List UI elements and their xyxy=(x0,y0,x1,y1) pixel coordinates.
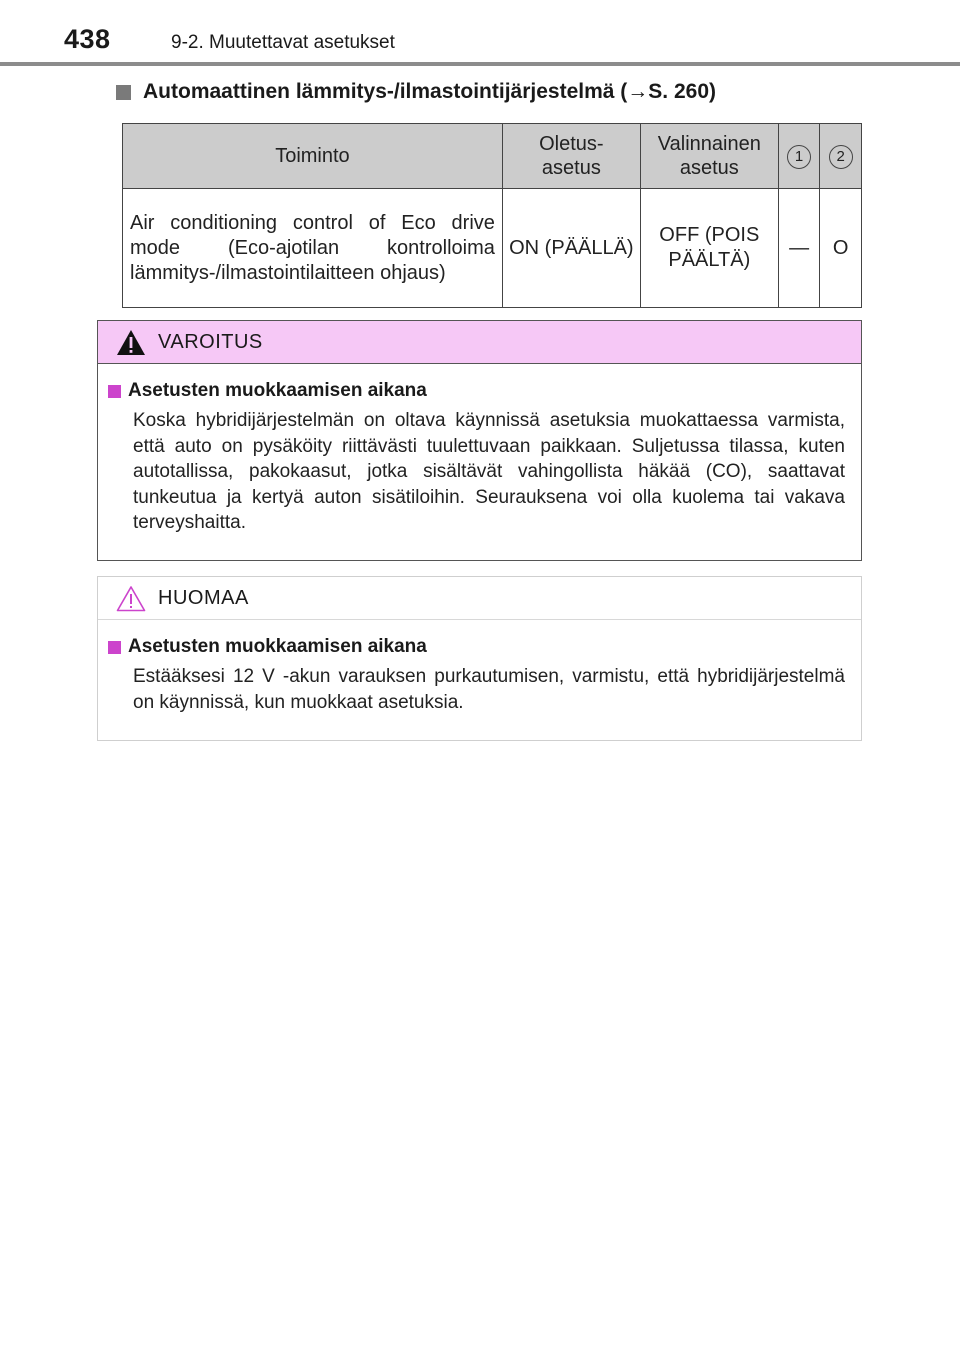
warning-header xyxy=(98,321,861,364)
notice-box xyxy=(97,576,862,741)
page-number: 438 xyxy=(64,24,111,54)
circled-1-icon: 1 xyxy=(787,145,811,169)
table-header-row xyxy=(123,124,862,189)
item-bullet-icon xyxy=(108,641,121,654)
notice-header xyxy=(98,577,861,620)
table-row xyxy=(123,189,862,308)
section-title: Automaattinen lämmitys-/ilmastointijärjestelmä (→S. 260) xyxy=(143,80,716,103)
warning-body xyxy=(98,364,861,536)
header-default: Oletus- asetus xyxy=(502,124,640,189)
notice-item-title xyxy=(108,636,845,658)
cell-default: ON (PÄÄLLÄ) xyxy=(502,189,640,308)
warning-box xyxy=(97,320,862,561)
item-bullet-icon xyxy=(108,385,121,398)
notice-item-text: Estääksesi 12 V -akun varauksen purkautumisen, varmistu, että hybridijärjestelmä on käynnissä, kun muokkaat asetuksia. xyxy=(133,666,845,713)
header-col1 xyxy=(778,124,820,189)
section-bullet-icon xyxy=(116,85,131,100)
header-optional: Valinnainen asetus xyxy=(640,124,778,189)
circled-2-icon: 2 xyxy=(829,145,853,169)
notice-item-title-text: Asetusten muokkaamisen aikana xyxy=(128,636,427,657)
header-function: Toiminto xyxy=(123,124,503,189)
cell-col1: — xyxy=(778,189,820,308)
warning-triangle-outline-icon xyxy=(116,585,146,612)
settings-table xyxy=(122,123,862,308)
warning-item-title xyxy=(108,380,845,402)
cell-function: Air conditioning control of Eco drive mode (Eco-ajotilan kontrolloima lämmitys-/ilmastointilaitteen ohjaus) xyxy=(123,189,503,308)
cell-optional: OFF (POIS PÄÄLTÄ) xyxy=(640,189,778,308)
chapter-title: 9-2. Muutettavat asetukset xyxy=(171,32,395,53)
header-rule xyxy=(0,62,960,66)
warning-label: VAROITUS xyxy=(158,330,263,353)
notice-label: HUOMAA xyxy=(158,586,249,609)
page-header xyxy=(0,0,960,66)
cell-col2: O xyxy=(820,189,862,308)
warning-item-title-text: Asetusten muokkaamisen aikana xyxy=(128,380,427,401)
section-heading xyxy=(116,80,876,104)
warning-item-text: Koska hybridijärjestelmän on oltava käynnissä asetuksia muokattaessa varmista, että auto on pysäköity riittävästi tuulettuvaan paikkaan. Suljetussa tilassa, kuten autotallissa, pakokaasut, jotka sisältävät vahingollista häkää (CO), saattavat tunkeutua ja kertyä auton sisätiloihin. Seurauksena voi olla kuolema tai vakava terveyshaitta. xyxy=(133,410,845,533)
header-col2 xyxy=(820,124,862,189)
warning-triangle-filled-icon xyxy=(116,329,146,356)
notice-body xyxy=(98,620,861,715)
